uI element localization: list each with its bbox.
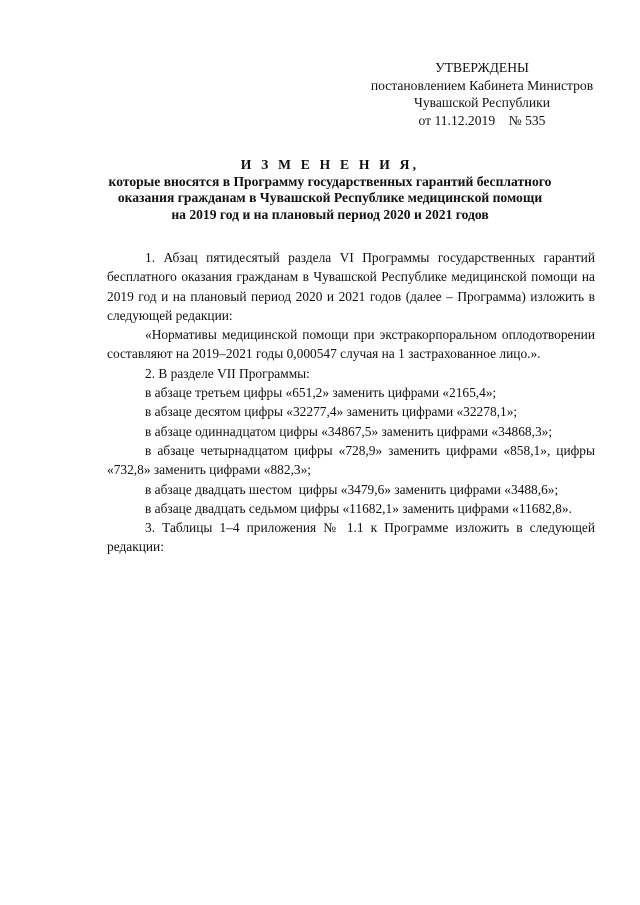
paragraph-4: в абзаце третьем цифры «651,2» заменить цифрами «2165,4»; (145, 385, 497, 401)
document-body (107, 248, 595, 557)
paragraph-8: в абзаце двадцать шестом цифры «3479,6» заменить цифрами «3488,6»; (145, 481, 559, 497)
heading-line-1: которые вносятся в Программу государственных гарантий бесплатного (108, 173, 552, 189)
paragraph-5: в абзаце десятом цифры «32277,4» заменить цифрами «32278,1»; (145, 404, 518, 420)
heading-title: И З М Е Н Е Н И Я, (240, 157, 420, 172)
heading-line-2: оказания гражданам в Чувашской Республике медицинской помощи (117, 190, 543, 205)
paragraph-10: 3. Таблицы 1–4 приложения № 1.1 к Программе изложить в следующей редакции: (107, 520, 595, 555)
approval-line-3: от 11.12.2019 № 535 (418, 112, 546, 128)
paragraph-2: «Нормативы медицинской помощи при экстракорпоральном оплодотворении составляют на 2019–2021 годы 0,000547 случая на 1 застрахованное лицо.». (107, 327, 595, 362)
paragraph-6: в абзаце одиннадцатом цифры «34867,5» заменить цифрами «34868,3»; (145, 423, 553, 439)
paragraph-7: в абзаце четырнадцатом цифры «728,9» заменить цифрами «858,1», цифры «732,8» заменить цифрами «882,3»; (107, 442, 595, 478)
paragraph-1: 1. Абзац пятидесятый раздела VI Программы государственных гарантий бесплатного оказания гражданам в Чувашской Республике медицинской помощи на 2019 год и на плановый период 2020 и 2021 годов (далее – Программа) изложить в следующей редакции: (107, 250, 595, 323)
approval-title: УТВЕРЖДЕНЫ (435, 60, 529, 75)
heading-line-3: на 2019 год и на плановый период 2020 и 2021 годов (171, 206, 489, 222)
paragraph-3: 2. В разделе VII Программы: (145, 365, 310, 381)
document-heading (100, 157, 560, 223)
approval-line-2: Чувашской Республики (414, 95, 550, 110)
approval-line-1: постановлением Кабинета Министров (370, 77, 594, 93)
approval-block (364, 59, 600, 129)
paragraph-9: в абзаце двадцать седьмом цифры «11682,1» заменить цифрами «11682,8». (145, 500, 572, 516)
